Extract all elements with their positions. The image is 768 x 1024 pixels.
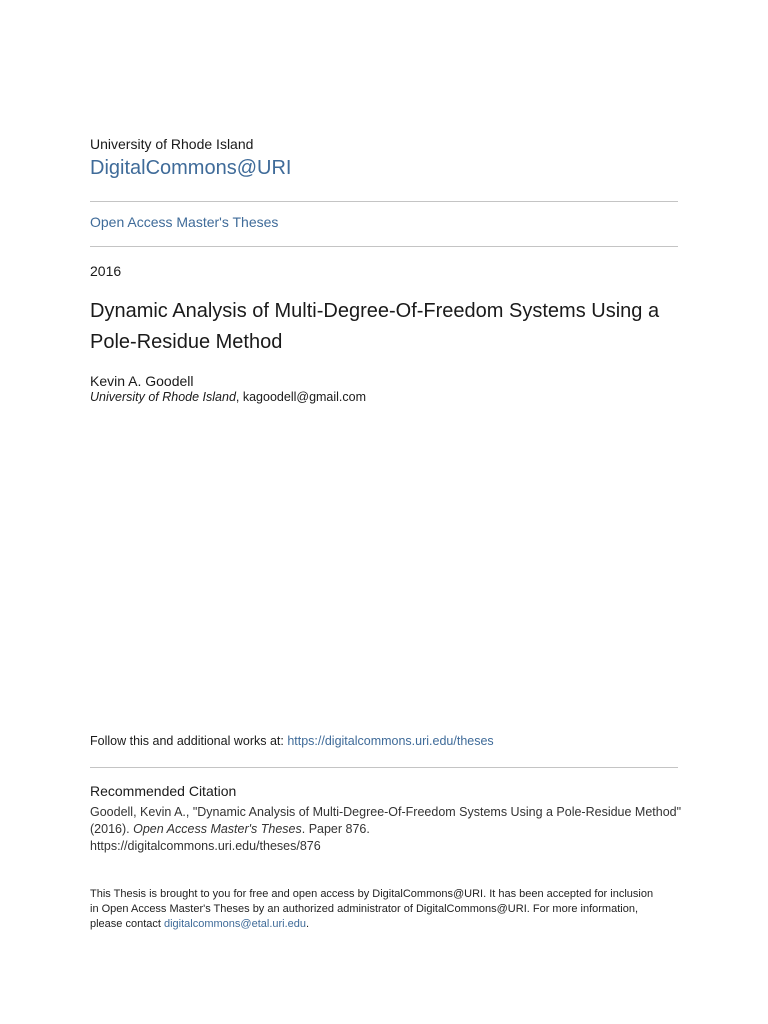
citation-series: Open Access Master's Theses (133, 822, 302, 836)
follow-line (90, 734, 678, 748)
follow-link[interactable]: https://digitalcommons.uri.edu/theses (287, 734, 494, 748)
citation-paper: . Paper 876. (301, 822, 370, 836)
series-link[interactable]: Open Access Master's Theses (90, 214, 279, 230)
citation-line-1: Goodell, Kevin A., "Dynamic Analysis of Multi-Degree-Of-Freedom Systems Using a Pole-Residue Method" (90, 805, 682, 819)
author-name: Kevin A. Goodell (90, 373, 194, 389)
institution-name: University of Rhode Island (90, 136, 254, 152)
citation-heading: Recommended Citation (90, 783, 237, 799)
citation-year: (2016). (90, 822, 134, 836)
affiliation-separator: , (235, 390, 243, 404)
author-affiliation (90, 390, 678, 404)
divider-citation (90, 767, 678, 768)
access-notice-line-3 (90, 917, 680, 932)
repository-link[interactable]: DigitalCommons@URI (90, 157, 292, 179)
divider-series (90, 246, 678, 247)
access-notice (90, 887, 680, 932)
follow-label: Follow this and additional works at: (90, 734, 288, 748)
contact-email-link[interactable]: digitalcommons@etal.uri.edu (164, 918, 307, 930)
thesis-title: Dynamic Analysis of Multi-Degree-Of-Freedom Systems Using a Pole-Residue Method (90, 300, 660, 353)
publication-year: 2016 (90, 263, 122, 279)
citation-url: https://digitalcommons.uri.edu/theses/876 (90, 839, 321, 853)
contact-suffix: . (306, 918, 310, 930)
access-notice-line-2: in Open Access Master's Theses by an authorized administrator of DigitalCommons@URI. For more information, (90, 903, 639, 915)
citation-text (90, 804, 690, 855)
author-email: kagoodell@gmail.com (242, 390, 367, 404)
citation-line-2 (90, 821, 690, 838)
divider-top (90, 201, 678, 202)
access-notice-line-1: This Thesis is brought to you for free and open access by DigitalCommons@URI. It has been accepted for inclusion (90, 888, 654, 900)
contact-prefix: please contact (90, 918, 164, 930)
affiliation-name: University of Rhode Island (90, 390, 236, 404)
